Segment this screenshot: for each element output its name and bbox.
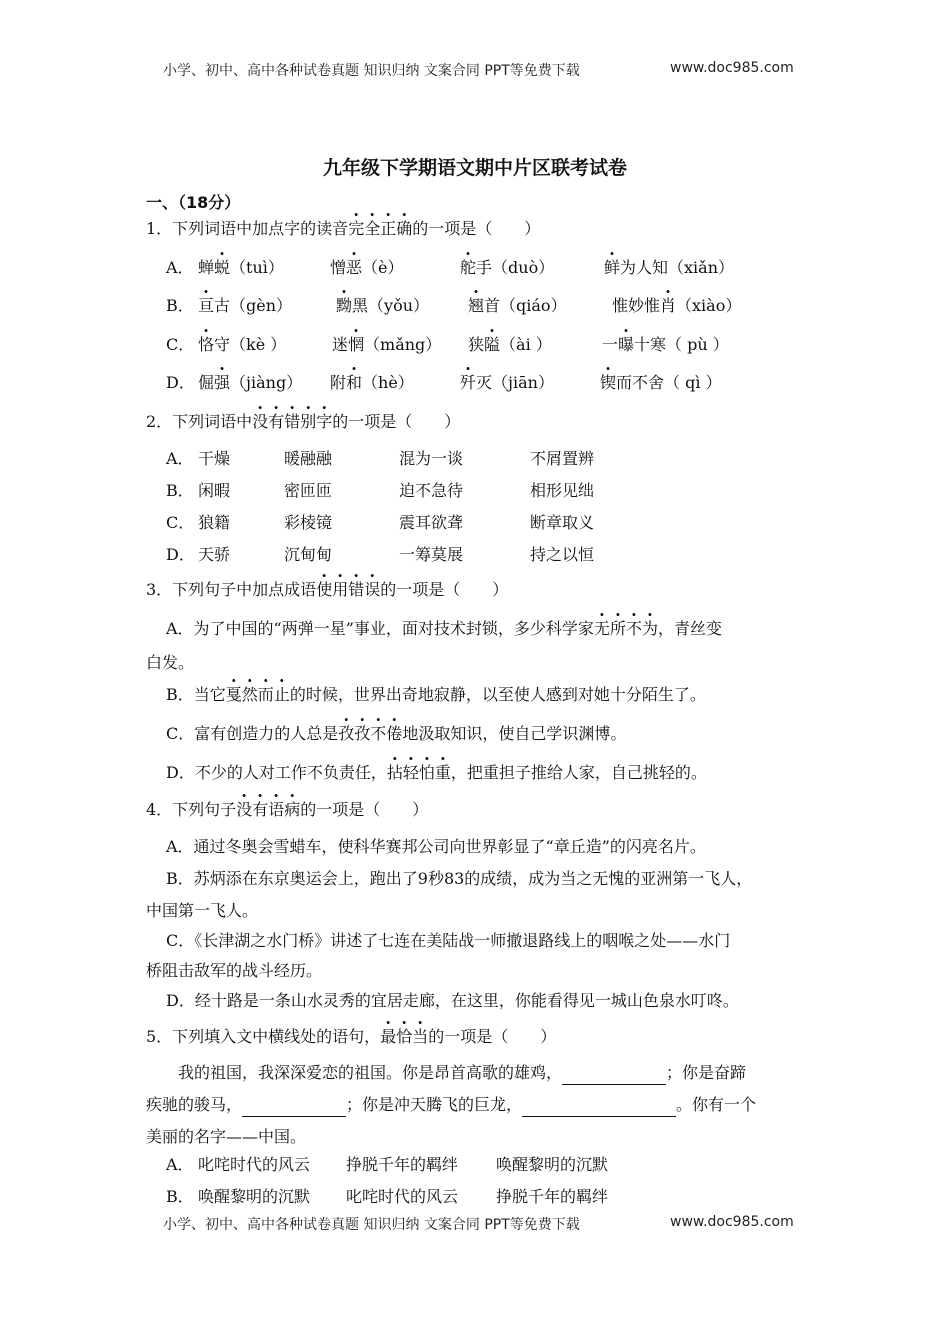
- emphasis-char: 确: [396, 219, 413, 238]
- q3-a-dot: [594, 619, 658, 638]
- q1-c-w2d: 惘: [348, 335, 365, 354]
- q1-c-word4: [602, 332, 729, 355]
- emphasis-char: 完: [348, 219, 365, 238]
- q2-stem-dotted: [252, 412, 332, 431]
- q1-a-w4p: （xiǎn）: [668, 258, 735, 277]
- q5-a-s3: 唤醒黎明的沉默: [496, 1155, 609, 1174]
- q1-stem-dot: [348, 219, 412, 238]
- q1-b-w4d: 肖: [660, 296, 677, 315]
- q1-b-w2p: （yǒu）: [368, 296, 430, 315]
- q1-b-word2: [336, 293, 429, 316]
- q1-b-w3: 首: [484, 296, 501, 315]
- q1-c-w4: 十寒: [634, 335, 667, 354]
- q1-b-w1d: 亘: [198, 296, 215, 315]
- q5-stem: [146, 1024, 556, 1047]
- q3-d-dotted: [387, 763, 451, 782]
- q1-d-w2p: （hè）: [362, 373, 414, 392]
- q3-c-post: 地汲取知识，使自己学识渊博。: [402, 724, 627, 743]
- q1-d-w4p: （ qì ）: [664, 373, 722, 392]
- q1-b-w1: 古: [214, 296, 231, 315]
- q1-d-w3d: 歼: [460, 373, 477, 392]
- emphasis-char: 所: [609, 619, 626, 638]
- q2-c-word1: 狼籍: [198, 513, 231, 532]
- emphasis-char: 孜: [354, 724, 371, 743]
- emphasis-char: 字: [316, 412, 333, 431]
- q5-p1b: ；你是奋蹄: [666, 1063, 747, 1082]
- emphasis-char: 使: [316, 580, 333, 599]
- q1-a-w3d: 舵: [460, 258, 477, 277]
- q1-c-w1: 守: [214, 335, 231, 354]
- emphasis-char: 用: [332, 580, 349, 599]
- q1-a-w1: 蝉: [198, 258, 215, 277]
- q3-stem: [146, 577, 508, 600]
- emphasis-char: 有: [252, 800, 269, 819]
- emphasis-char: 有: [268, 412, 285, 431]
- q3-option-a-line2: 白发。: [146, 653, 195, 672]
- q2-d-word4: 持之以恒: [530, 545, 595, 564]
- q1-a-w2d: 恶: [346, 258, 363, 277]
- q4-option-d: D．经十路是一条山水灵秀的宜居走廊，在这里，你能看得见一城山色泉水叮咚。: [166, 991, 739, 1010]
- emphasis-char: 怕: [418, 763, 435, 782]
- q4-option-a: A．通过冬奥会雪蜡车，使科华赛邦公司向世界彰显了“章丘造”的闪亮名片。: [166, 837, 706, 856]
- q1-a-label: A．: [166, 258, 194, 277]
- emphasis-char: 正: [380, 219, 397, 238]
- q1-a-word2: [330, 255, 404, 278]
- q5-passage-line1: [178, 1060, 746, 1085]
- q1-stem-pre: 1．下列词语中加点字的读音: [146, 219, 349, 238]
- q5-blank-3[interactable]: [522, 1097, 676, 1117]
- q1-b-w3d: 翘: [468, 296, 485, 315]
- q1-d-w4d: 锲: [600, 373, 617, 392]
- q2-b-label: B．: [166, 481, 194, 500]
- q5-p2a: 疾驰的骏马，: [146, 1095, 243, 1114]
- q1-b-word4: [612, 293, 741, 316]
- emphasis-char: 错: [284, 412, 301, 431]
- emphasis-char: 最: [380, 1027, 397, 1046]
- q3-b-dot: [226, 685, 290, 704]
- q5-p2c: 。你有一个: [676, 1095, 757, 1114]
- q1-d-w3p: （jiān）: [492, 373, 554, 392]
- q1-d-w1p: （jiàng）: [230, 373, 303, 392]
- q1-b-word3: [468, 293, 567, 316]
- q1-a-w2: 憎: [330, 258, 347, 277]
- q3-c-dot: [338, 724, 402, 743]
- q1-c-label: C．: [166, 335, 195, 354]
- q3-d-post: ，把重担子推给人家，自己挑轻的。: [450, 763, 707, 782]
- q1-d-w1: 倔: [198, 373, 215, 392]
- q1-c-w2: 迷: [332, 335, 349, 354]
- q1-b-label: B．: [166, 296, 194, 315]
- q1-c-w4p: （ pù ）: [666, 335, 729, 354]
- q2-a-label: A．: [166, 449, 194, 468]
- q4-option-b-line2: 中国第一飞人。: [146, 901, 259, 920]
- q5-p1a: 我的祖国，我深深爱恋的祖国。你是昂首高歌的雄鸡，: [178, 1063, 563, 1082]
- emphasis-char: 没: [236, 800, 253, 819]
- q1-a-w3: 手: [476, 258, 493, 277]
- q2-stem-post: 的一项是（ ）: [332, 412, 461, 431]
- q5-b-label: B．: [166, 1187, 194, 1206]
- q2-stem-dot: [252, 412, 332, 431]
- emphasis-char: 错: [348, 580, 365, 599]
- q1-c-w4a: 一: [602, 335, 619, 354]
- q1-a-w1p: （tuì）: [230, 258, 284, 277]
- q1-a-w3p: （duò）: [492, 258, 555, 277]
- emphasis-char: 全: [364, 219, 381, 238]
- q1-d-w3: 灭: [476, 373, 493, 392]
- q3-c-pre: C．富有创造力的人总是: [166, 724, 339, 743]
- emphasis-char: 为: [641, 619, 658, 638]
- q2-c-word2: 彩棱镜: [284, 513, 333, 532]
- q1-d-w2d: 和: [346, 373, 363, 392]
- q2-c-label: C．: [166, 513, 195, 532]
- q3-stem-pre: 3．下列句子中加点成语: [146, 580, 317, 599]
- page-title: 九年级下学期语文期中片区联考试卷: [322, 157, 627, 179]
- q1-stem-post: 的一项是（ ）: [412, 219, 541, 238]
- q1-c-w1d: 恪: [198, 335, 215, 354]
- q1-b-w3p: （qiáo）: [500, 296, 567, 315]
- q2-c-word4: 断章取义: [530, 513, 595, 532]
- q1-d-w4: 而不舍: [616, 373, 665, 392]
- q3-b-post: 的时候，世界出奇地寂静，以至使人感到对她十分陌生了。: [289, 685, 706, 704]
- q1-stem: [146, 216, 540, 239]
- q5-blank-2[interactable]: [242, 1097, 346, 1117]
- q5-stem-dotted: [380, 1027, 428, 1046]
- emphasis-char: 拈: [386, 763, 403, 782]
- q1-b-w4p: （xiào）: [676, 296, 742, 315]
- footer-text: 小学、初中、高中各种试卷真题 知识归纳 文案合同 PPT等免费下载: [163, 1217, 580, 1233]
- q4-stem-dot: [236, 800, 300, 819]
- q3-d-pre: D．不少的人对工作不负责任，: [166, 763, 387, 782]
- header-text: 小学、初中、高中各种试卷真题 知识归纳 文案合同 PPT等免费下载: [163, 63, 580, 79]
- q3-option-d: [166, 760, 707, 783]
- q4-stem-post: 的一项是（ ）: [300, 800, 429, 819]
- q1-a-w1d: 蜕: [214, 258, 231, 277]
- emphasis-char: 没: [252, 412, 269, 431]
- emphasis-char: 语: [268, 800, 285, 819]
- q2-d-word3: 一筹莫展: [399, 545, 464, 564]
- q5-a-s1: 叱咤时代的风云: [198, 1155, 311, 1174]
- emphasis-char: 止: [273, 685, 290, 704]
- q4-option-b-line1: B．苏炳添在东京奥运会上，跑出了9秒83的成绩，成为当之无愧的亚洲第一飞人，: [166, 869, 753, 888]
- q2-a-word3: 混为一谈: [399, 449, 464, 468]
- q1-a-w2p: （è）: [362, 258, 404, 277]
- q5-stem-pre: 5．下列填入文中横线处的语句，: [146, 1027, 381, 1046]
- emphasis-char: 倦: [386, 724, 403, 743]
- q3-a-pre: A．为了中国的“两弹一星”事业，面对技术封锁，多少科学家: [166, 619, 594, 638]
- q5-b-s1: 唤醒黎明的沉默: [198, 1187, 311, 1206]
- q1-d-w2: 附: [330, 373, 347, 392]
- q5-stem-post: 的一项是（ ）: [428, 1027, 557, 1046]
- q5-stem-dot: [380, 1027, 428, 1046]
- q5-blank-1[interactable]: [562, 1065, 666, 1085]
- q3-option-b: [166, 682, 706, 705]
- emphasis-char: 恰: [396, 1027, 413, 1046]
- q2-d-label: D．: [166, 545, 195, 564]
- q1-d-word2: [330, 370, 414, 393]
- q1-b-w2d: 黝: [336, 296, 353, 315]
- q3-c-dotted: [338, 724, 402, 743]
- q1-c-w3: 狭: [468, 335, 485, 354]
- q1-d-word4: [600, 370, 722, 393]
- q3-b-dotted: [226, 685, 290, 704]
- q1-c-word2: [332, 332, 441, 355]
- q5-p2b: ；你是冲天腾飞的巨龙，: [346, 1095, 523, 1114]
- q4-stem-dotted: [236, 800, 300, 819]
- q1-c-word1: [198, 332, 286, 355]
- q1-b-word1: [198, 293, 292, 316]
- q1-c-w4d: 曝: [618, 335, 635, 354]
- q1-a-word1: [198, 255, 284, 278]
- emphasis-char: 而: [257, 685, 274, 704]
- q5-a-s2: 挣脱千年的羁绊: [346, 1155, 459, 1174]
- q1-c-w2p: （mǎng）: [364, 335, 442, 354]
- emphasis-char: 孜: [338, 724, 355, 743]
- q2-stem-pre: 2．下列词语中: [146, 412, 253, 431]
- q2-a-word4: 不屑置辨: [530, 449, 595, 468]
- q5-b-s3: 挣脱千年的羁绊: [496, 1187, 609, 1206]
- q2-d-word1: 天骄: [198, 545, 231, 564]
- q1-d-label: D．: [166, 373, 195, 392]
- q5-passage-line2: [146, 1092, 756, 1117]
- q1-a-w4d: 鲜: [604, 258, 621, 277]
- emphasis-char: 然: [241, 685, 258, 704]
- q1-d-word3: [460, 370, 554, 393]
- q3-b-pre: B．当它: [166, 685, 226, 704]
- q5-passage-line3: 美丽的名字——中国。: [146, 1127, 307, 1146]
- q5-b-s2: 叱咤时代的风云: [346, 1187, 459, 1206]
- emphasis-char: 轻: [402, 763, 419, 782]
- q3-option-c: [166, 721, 626, 744]
- q4-stem: [146, 797, 428, 820]
- q2-b-word4: 相形见绌: [530, 481, 595, 500]
- q1-c-w3p: （ài ）: [500, 335, 552, 354]
- q2-b-word1: 闲暇: [198, 481, 231, 500]
- q2-b-word2: 密匝匝: [284, 481, 333, 500]
- q3-option-a-line1: [166, 616, 722, 639]
- q1-a-word3: [460, 255, 554, 278]
- q3-a-dotted: [594, 619, 658, 638]
- q3-d-dot: [387, 763, 451, 782]
- header-site: www.doc985.com: [670, 60, 794, 76]
- section-heading: 一、（18分）: [146, 193, 241, 212]
- q1-c-w3d: 隘: [484, 335, 501, 354]
- q1-b-w4: 惟妙惟: [612, 296, 661, 315]
- q2-a-word2: 暖融融: [284, 449, 333, 468]
- q3-stem-post: 的一项是（ ）: [380, 580, 509, 599]
- emphasis-char: 不: [625, 619, 642, 638]
- emphasis-char: 重: [434, 763, 451, 782]
- q4-stem-pre: 4．下列句子: [146, 800, 237, 819]
- q3-a-post: ，青丝变: [657, 619, 722, 638]
- q2-d-word2: 沉甸甸: [284, 545, 333, 564]
- q1-b-w1p: （gèn）: [230, 296, 293, 315]
- q2-a-word1: 干燥: [198, 449, 231, 468]
- q1-c-word3: [468, 332, 552, 355]
- emphasis-char: 戛: [225, 685, 242, 704]
- footer-site: www.doc985.com: [670, 1214, 794, 1230]
- emphasis-char: 别: [300, 412, 317, 431]
- q1-d-word1: [198, 370, 302, 393]
- q2-b-word3: 迫不急待: [399, 481, 464, 500]
- q3-stem-dot: [316, 580, 380, 599]
- q5-a-label: A．: [166, 1155, 194, 1174]
- q1-d-w1d: 强: [214, 373, 231, 392]
- q3-stem-dotted: [316, 580, 380, 599]
- q1-stem-dotted: [348, 219, 412, 238]
- q2-stem: [146, 409, 460, 432]
- emphasis-char: 病: [284, 800, 301, 819]
- q4-option-c-line2: 桥阻击敌军的战斗经历。: [146, 961, 323, 980]
- emphasis-char: 无: [593, 619, 610, 638]
- emphasis-char: 当: [412, 1027, 429, 1046]
- q2-c-word3: 震耳欲聋: [399, 513, 464, 532]
- q4-option-c-line1: C．《长津湖之水门桥》讲述了七连在美陆战一师撤退路线上的咽喉之处——水门: [166, 931, 731, 950]
- emphasis-char: 不: [370, 724, 387, 743]
- q1-a-word4: [604, 255, 734, 278]
- q1-b-w2: 黑: [352, 296, 369, 315]
- q1-a-w4: 为人知: [620, 258, 669, 277]
- emphasis-char: 误: [364, 580, 381, 599]
- q1-c-w1p: （kè ）: [230, 335, 287, 354]
